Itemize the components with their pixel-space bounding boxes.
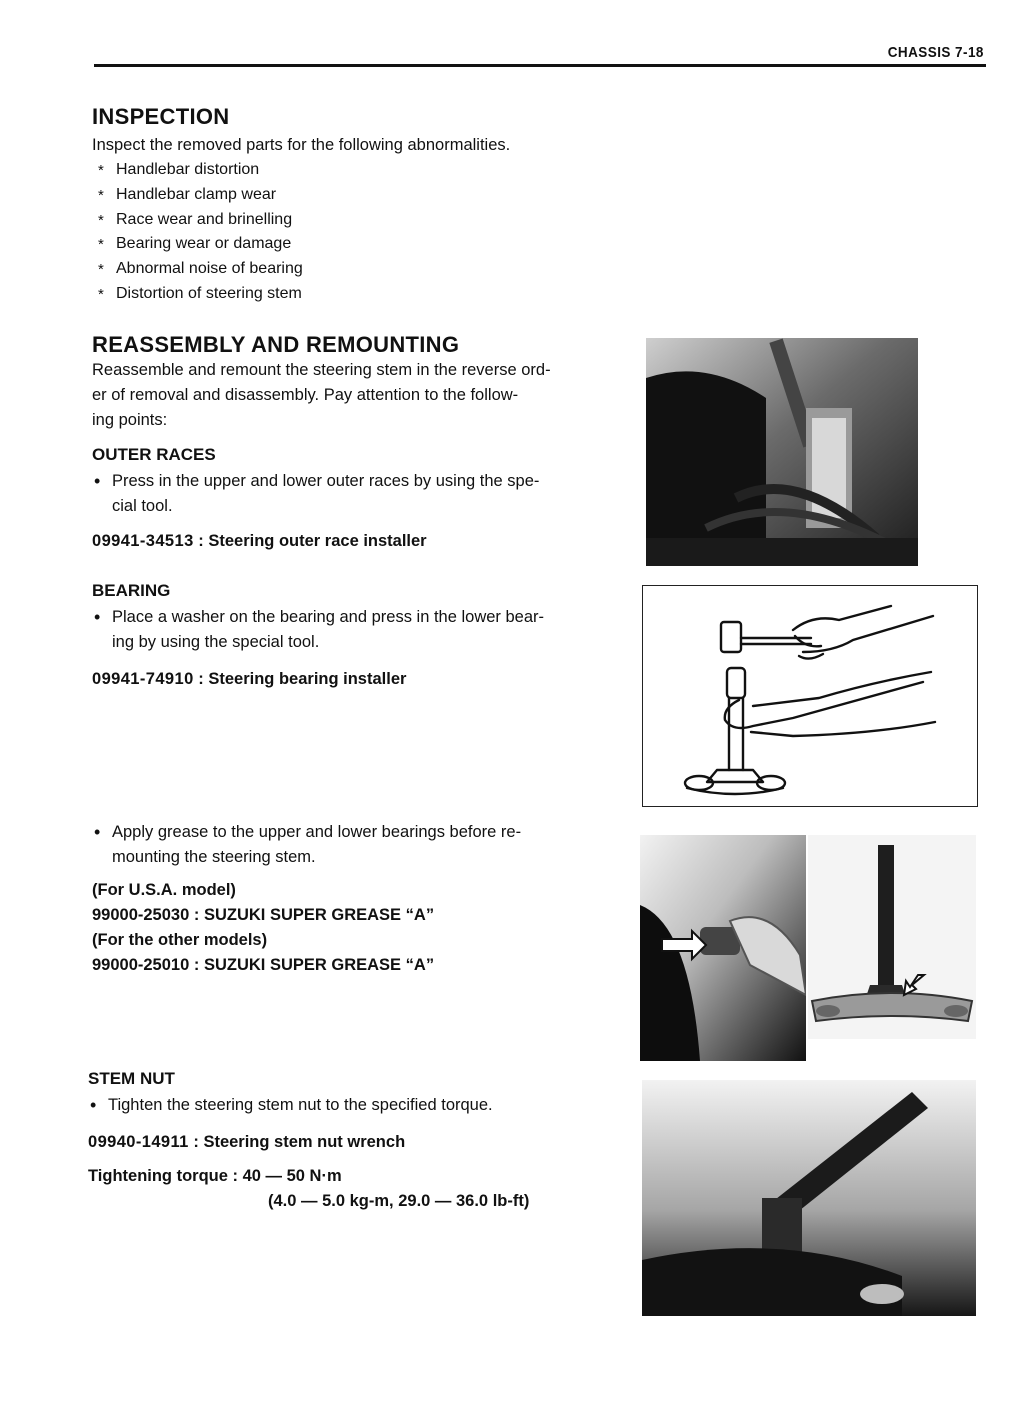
grease-instruction — [92, 820, 632, 870]
list-item: * Distortion of steering stem — [96, 282, 632, 307]
reassembly-intro-line: er of removal and disassembly. Pay attention to the follow- — [92, 386, 519, 404]
tool-name: Steering bearing installer — [208, 670, 407, 688]
grease-name: SUZUKI SUPER GREASE “A” — [203, 906, 435, 924]
instruction-line: ing by using the special tool. — [112, 633, 320, 651]
reassembly-section — [92, 332, 632, 433]
bearing-install-drawing — [643, 586, 976, 805]
inspection-section — [92, 104, 632, 307]
grease-sep: : — [193, 906, 200, 924]
grease-sep: : — [193, 956, 200, 974]
list-item: * Bearing wear or damage — [96, 232, 632, 257]
list-item: * Handlebar distortion — [96, 158, 632, 183]
stem-nut-instruction — [88, 1093, 628, 1118]
inspection-intro: Inspect the removed parts for the following abnormalities. — [92, 136, 511, 154]
tightening-torque: Tightening torque : 40 — 50 N·m — [88, 1167, 342, 1185]
instruction-line: Apply grease to the upper and lower bearings before re- — [112, 823, 522, 841]
bearing-special-tool — [92, 667, 632, 691]
reassembly-intro — [92, 358, 632, 433]
usa-grease-spec — [92, 903, 632, 928]
instruction-line: Tighten the steering stem nut to the specified torque. — [108, 1096, 493, 1114]
other-grease-spec — [92, 953, 632, 978]
instruction-line: cial tool. — [112, 497, 173, 515]
header-rule — [94, 64, 986, 67]
grease-photo-right-art — [808, 835, 976, 1039]
grease-specs — [92, 878, 632, 978]
stem-nut-photo — [642, 1080, 976, 1316]
bearing-section — [92, 580, 632, 691]
outer-race-photo — [646, 338, 918, 566]
inspection-title: INSPECTION — [92, 104, 230, 129]
instruction-line: mounting the steering stem. — [112, 848, 316, 866]
outer-races-special-tool — [92, 529, 632, 553]
reassembly-intro-line: ing points: — [92, 411, 168, 429]
stem-nut-title: STEM NUT — [88, 1069, 175, 1088]
grease-code: 99000-25010 — [92, 956, 190, 974]
outer-race-photo-art — [646, 338, 918, 566]
tool-sep: : — [198, 670, 204, 688]
stem-nut-special-tool — [88, 1130, 628, 1154]
tool-sep: : — [193, 1133, 199, 1151]
tightening-torque-alt: (4.0 — 5.0 kg-m, 29.0 — 36.0 lb-ft) — [268, 1192, 530, 1210]
bearing-install-illustration — [642, 585, 978, 807]
bearing-instruction — [92, 605, 632, 655]
outer-races-title: OUTER RACES — [92, 445, 216, 464]
other-models-label: (For the other models) — [92, 931, 268, 949]
running-head: CHASSIS 7-18 — [887, 44, 984, 61]
list-item: * Race wear and brinelling — [96, 208, 632, 233]
tool-sep: : — [198, 532, 204, 550]
tool-code: 09941-34513 — [92, 532, 194, 550]
tool-name: Steering stem nut wrench — [203, 1133, 406, 1151]
grease-code: 99000-25030 — [92, 906, 190, 924]
reassembly-intro-line: Reassemble and remount the steering stem in the reverse ord- — [92, 361, 551, 379]
inspection-list — [92, 158, 632, 307]
grease-photo-right — [808, 835, 976, 1039]
tool-code: 09940-14911 — [88, 1133, 189, 1151]
list-item: * Handlebar clamp wear — [96, 183, 632, 208]
stem-nut-photo-art — [642, 1080, 976, 1316]
outer-races-instruction — [92, 469, 632, 519]
stem-nut-section — [88, 1068, 628, 1214]
grease-photo-left — [640, 835, 806, 1061]
tool-name: Steering outer race installer — [208, 532, 427, 550]
bearing-title: BEARING — [92, 581, 171, 600]
outer-races-section — [92, 444, 632, 553]
grease-section — [92, 820, 632, 978]
reassembly-title: REASSEMBLY AND REMOUNTING — [92, 332, 460, 357]
tool-code: 09941-74910 — [92, 670, 194, 688]
instruction-line: Place a washer on the bearing and press in the lower bear- — [112, 608, 545, 626]
list-item: * Abnormal noise of bearing — [96, 257, 632, 282]
instruction-line: Press in the upper and lower outer races by using the spe- — [112, 472, 540, 490]
grease-name: SUZUKI SUPER GREASE “A” — [203, 956, 435, 974]
usa-model-label: (For U.S.A. model) — [92, 881, 236, 899]
grease-photo-left-art — [640, 835, 806, 1061]
